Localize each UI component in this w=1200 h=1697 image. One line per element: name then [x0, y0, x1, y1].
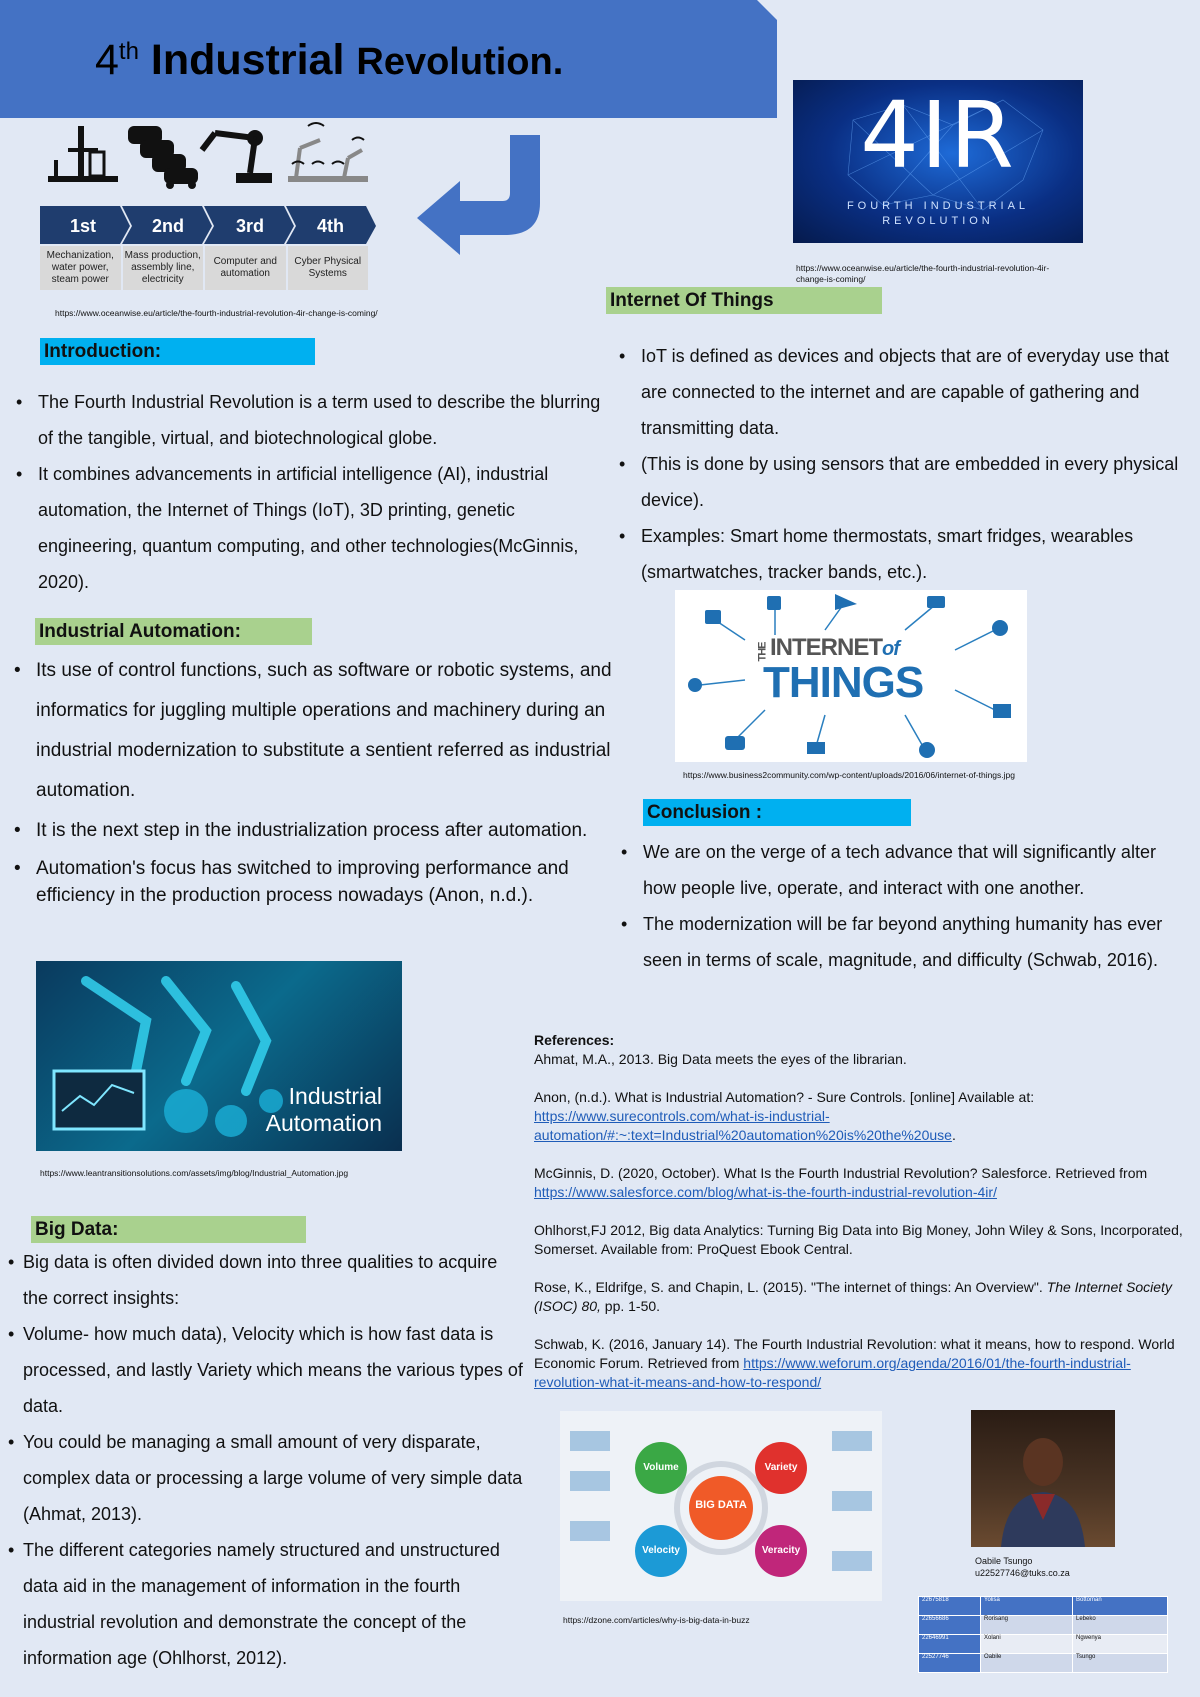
table-row: 22527746 Oabile Tsungo	[919, 1654, 1168, 1673]
automation-bullet: • Automation's focus has switched to improving performance and efficiency in the production process nowadays (Anon, n.d.).	[14, 855, 624, 909]
group-members-table	[918, 1596, 1168, 1673]
person-silhouette-icon	[971, 1410, 1115, 1547]
stage-chevrons	[40, 206, 376, 244]
big-data-bullet: • You could be managing a small amount of very disparate, complex data or processing a large volume of very simple data (Ahmat, 2013).	[8, 1424, 523, 1532]
automation-image-text: Industrial Automation	[265, 1083, 382, 1136]
reference-anon-link[interactable]: https://www.surecontrols.com/what-is-industrial-automation/#:~:text=Industrial%20automation%20is%20the%20use	[534, 1108, 952, 1143]
device-icon	[705, 610, 721, 624]
author-photo	[971, 1410, 1115, 1547]
industrial-automation-image	[36, 961, 402, 1151]
author-name: Oabile Tsungo	[975, 1556, 1033, 1566]
stage-1-label: 1st	[70, 216, 97, 236]
table-row: 22656686 Rorisang Lebeko	[919, 1616, 1168, 1635]
reference-rose: Rose, K., Eldrifge, S. and Chapin, L. (2015). "The internet of things: An Overview". The Internet Society (ISOC) 80, pp. 1-50.	[534, 1279, 1172, 1314]
reference-mcginnis: McGinnis, D. (2020, October). What Is the Fourth Industrial Revolution? Salesforce. Retrieved from https://www.salesforce.com/blog/what-is-the-fourth-industrial-revolution-4ir/	[534, 1165, 1148, 1200]
iot-image-title: THEINTERNETof	[756, 634, 899, 662]
reference-schwab-link[interactable]: https://www.weforum.org/agenda/2016/01/the-fourth-industrial-revolution-what-it-means-and-how-to-respond/	[534, 1355, 1131, 1390]
iot-bullet: • IoT is defined as devices and objects that are of everyday use that are connected to the internet and are capable of gathering and transmitting data.	[619, 338, 1194, 446]
automation-list	[14, 651, 624, 909]
stage-1-desc: Mechanization, water power, steam power	[40, 246, 121, 290]
stage-descriptions	[40, 246, 368, 290]
fourir-sub-line1: FOURTH INDUSTRIAL	[846, 200, 1030, 212]
big-data-heading: Big Data:	[31, 1216, 306, 1243]
reference-anon: Anon, (n.d.). What is Industrial Automation? - Sure Controls. [online] Available at: https://www.surecontrols.com/what-is-industrial-automation/#:~:text=Industrial%20automation%20is%20the%20use.	[534, 1089, 1035, 1143]
fourir-big-text: 4IR	[860, 82, 1016, 189]
big-data-center-label: BIG DATA	[695, 1499, 747, 1511]
big-data-volume-label: Volume	[643, 1462, 679, 1473]
reference-mcginnis-link[interactable]: https://www.salesforce.com/blog/what-is-the-fourth-industrial-revolution-4ir/	[534, 1184, 997, 1200]
big-data-bullet: • The different categories namely structured and unstructured data aid in the management of information in the fourth industrial revolution and demonstrate the concept of the information age (Ohlhorst, 2012).	[8, 1532, 523, 1676]
revolution-stages-graphic	[40, 118, 412, 298]
iot-caption: https://www.business2community.com/wp-content/uploads/2016/06/internet-of-things.jpg	[683, 770, 1015, 780]
author-email: u22527746@tuks.co.za	[975, 1568, 1070, 1578]
introduction-list	[16, 384, 616, 600]
big-data-veracity-label: Veracity	[761, 1545, 801, 1556]
big-data-image	[560, 1411, 882, 1601]
table-row: 22646991 Xolani Ngwenya	[919, 1635, 1168, 1654]
big-data-caption: https://dzone.com/articles/why-is-big-data-in-buzz	[563, 1615, 750, 1625]
big-data-velocity-label: Velocity	[642, 1545, 680, 1556]
reference-ohlhorst: Ohlhorst,FJ 2012, Big data Analytics: Turning Big Data into Big Money, John Wiley & Sons, Incorporated, Somerset. Available from: ProQuest Ebook Central.	[534, 1222, 1183, 1257]
references-heading: References:	[534, 1032, 615, 1048]
fourir-caption: https://www.oceanwise.eu/article/the-fourth-industrial-revolution-4ir-change-is-coming/	[796, 263, 1050, 284]
references-section	[534, 1031, 1196, 1411]
curved-arrow-icon	[415, 133, 545, 258]
stage-2-desc: Mass production, assembly line, electricity	[123, 246, 204, 290]
author-info	[975, 1555, 1070, 1579]
revolution-caption: https://www.oceanwise.eu/article/the-fourth-industrial-revolution-4ir-change-is-coming/	[55, 308, 378, 318]
fourir-image	[793, 80, 1083, 243]
big-data-bullet: • Volume- how much data), Velocity which is how fast data is processed, and lastly Variety which means the various types of data.	[8, 1316, 523, 1424]
iot-list	[619, 338, 1194, 590]
automation-bullet: • It is the next step in the industrialization process after automation.	[14, 811, 624, 851]
stage-3-label: 3rd	[236, 216, 265, 236]
automation-heading: Industrial Automation:	[35, 618, 312, 645]
robot-arm-icon	[202, 133, 272, 183]
cyber-robots-icon	[288, 123, 368, 182]
iot-bullet: • (This is done by using sensors that are embedded in every physical device).	[619, 446, 1194, 518]
introduction-bullet: • It combines advancements in artificial intelligence (AI), industrial automation, the Internet of Things (IoT), 3D printing, genetic engineering, quantum computing, and other technologies(McGinnis, 2020).	[16, 456, 616, 600]
iot-image	[675, 590, 1027, 762]
page-title: 4th Industrial Revolution.	[95, 36, 564, 84]
conclusion-heading: Conclusion :	[643, 799, 911, 826]
stage-4-label: 4th	[317, 216, 344, 236]
stage-3-desc: Computer and automation	[205, 246, 286, 290]
stage-2-label: 2nd	[152, 216, 185, 236]
automation-caption: https://www.leantransitionsolutions.com/assets/img/blog/Industrial_Automation.jpg	[40, 1168, 349, 1178]
introduction-heading: Introduction:	[40, 338, 315, 365]
iot-bullet: • Examples: Smart home thermostats, smart fridges, wearables (smartwatches, tracker bands, etc.).	[619, 518, 1194, 590]
cars-icon	[128, 126, 198, 189]
iot-heading: Internet Of Things	[606, 287, 882, 314]
iot-image-things: THINGS	[763, 658, 924, 707]
introduction-bullet: • The Fourth Industrial Revolution is a term used to describe the blurring of the tangible, virtual, and biotechnological globe.	[16, 384, 616, 456]
fourir-sub-line2: REVOLUTION	[882, 215, 994, 227]
conclusion-bullet: • The modernization will be far beyond anything humanity has ever seen in terms of scale, magnitude, and difficulty (Schwab, 2016).	[621, 906, 1191, 978]
conclusion-list	[621, 834, 1191, 978]
big-data-variety-label: Variety	[764, 1462, 798, 1473]
table-row: 22675818 Yolisa Bottoman	[919, 1597, 1168, 1616]
big-data-bullet: • Big data is often divided down into three qualities to acquire the correct insights:	[8, 1244, 523, 1316]
big-data-list	[8, 1244, 523, 1676]
conclusion-bullet: • We are on the verge of a tech advance that will significantly alter how people live, operate, and interact with one another.	[621, 834, 1191, 906]
automation-bullet: • Its use of control functions, such as software or robotic systems, and informatics for juggling multiple operations and machinery during an industrial modernization to substitute a sentient referred as industrial automation.	[14, 651, 624, 811]
reference-ahmat: Ahmat, M.A., 2013. Big Data meets the eyes of the librarian.	[534, 1051, 907, 1067]
derrick-icon	[48, 126, 118, 182]
stage-4-desc: Cyber Physical Systems	[288, 246, 369, 290]
reference-schwab: Schwab, K. (2016, January 14). The Fourth Industrial Revolution: what it means, how to respond. World Economic Forum. Retrieved from https://www.weforum.org/agenda/2016/01/the-fourth-industrial-revolution-what-it-means-and-how-to-respond/	[534, 1336, 1175, 1390]
